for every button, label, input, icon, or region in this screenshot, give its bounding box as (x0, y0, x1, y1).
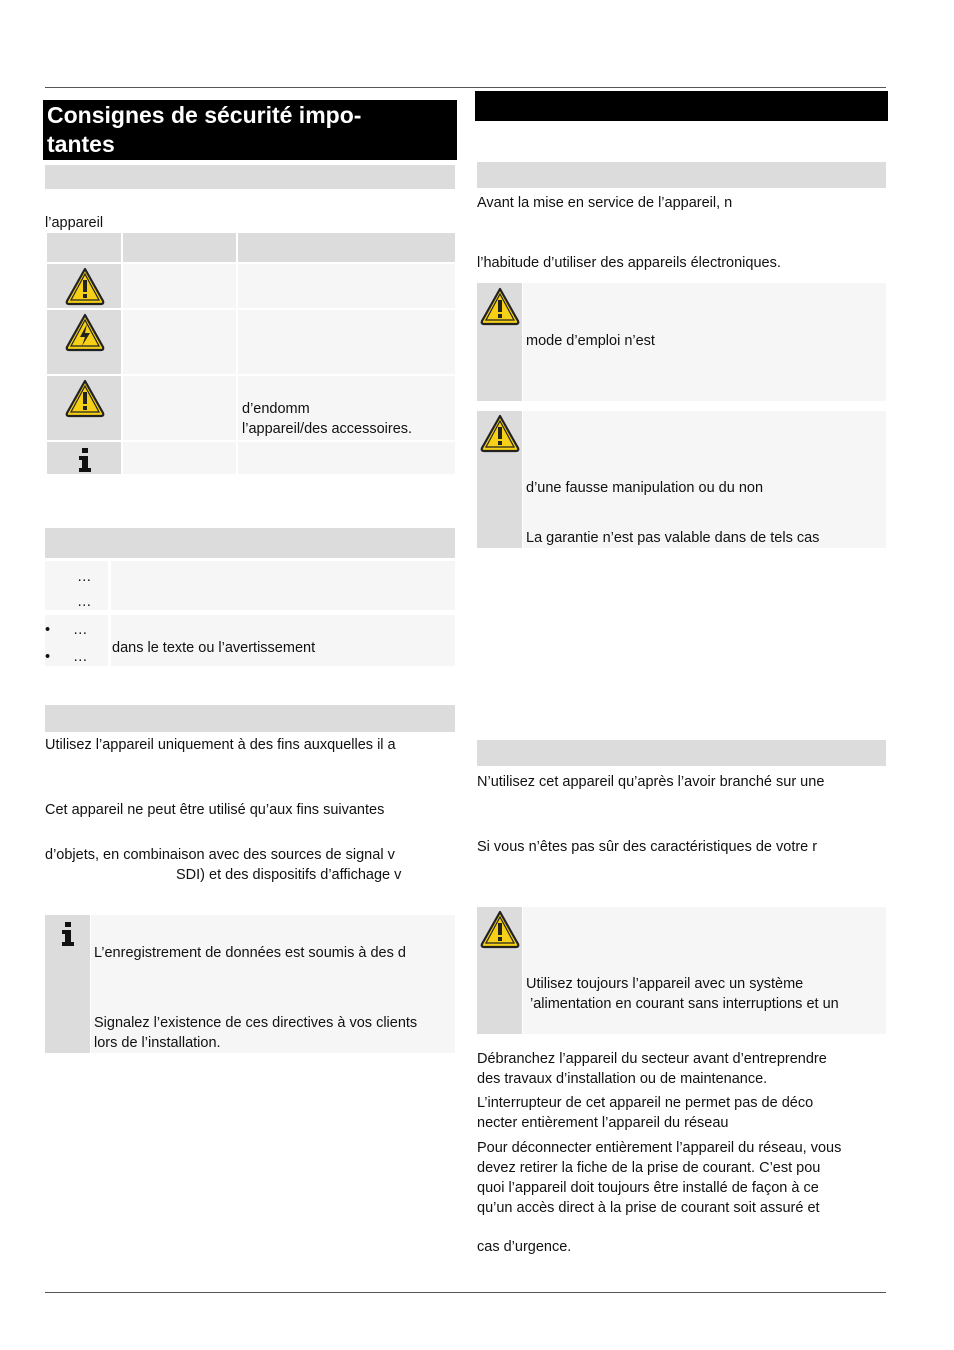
page-title-line2: tantes (47, 131, 115, 157)
symbol-description: d’endomm (242, 401, 310, 417)
electric-warning-icon (64, 313, 106, 353)
right-title-bar (475, 91, 888, 121)
table-header-cell (238, 233, 455, 262)
info-text: L’enregistrement de données est soumis à des d (94, 945, 406, 961)
warning-text: Utilisez toujours l’appareil avec un système (526, 976, 804, 992)
disconnect-paragraph: Débranchez l’appareil du secteur avant d’entreprendre (477, 1051, 827, 1067)
disconnect-paragraph: qu’un accès direct à la prise de courant soit assuré et (477, 1200, 820, 1216)
disconnect-paragraph: necter entièrement l’appareil du réseau (477, 1115, 729, 1131)
usage-paragraph: d’objets, en combinaison avec des sources de signal v (45, 847, 395, 863)
table-cell (123, 264, 236, 308)
table-cell (123, 376, 236, 440)
table-header-cell (123, 233, 236, 262)
table-cell (111, 561, 455, 610)
bottom-rule (45, 1292, 886, 1293)
symbol-description: l’appareil/des accessoires. (242, 421, 413, 437)
section-heading-bar (477, 740, 886, 766)
usage-paragraph: Cet appareil ne peut être utilisé qu’aux fins suivantes (45, 802, 385, 818)
bullet: • (45, 649, 51, 665)
usage-paragraph: Utilisez l’appareil uniquement à des fins auxquelles il a (45, 737, 396, 753)
table-header-cell (47, 233, 121, 262)
page-title-line1: Consignes de sécurité impo- (47, 102, 362, 128)
warning-icon (64, 379, 106, 419)
list-ellipsis: … (73, 622, 88, 638)
warning-text: mode d’emploi n’est (526, 333, 655, 349)
power-paragraph: Si vous n’êtes pas sûr des caractéristiques de votre r (477, 839, 818, 855)
power-paragraph: N’utilisez cet appareil qu’après l’avoir branché sur une (477, 774, 825, 790)
table-cell (238, 442, 455, 474)
warning-icon (479, 414, 521, 454)
info-icon (60, 922, 76, 946)
info-text: Signalez l’existence de ces directives à vos clients (94, 1015, 418, 1031)
disconnect-paragraph: devez retirer la fiche de la prise de courant. C’est pou (477, 1160, 821, 1176)
intro-text: Avant la mise en service de l’appareil, n (477, 195, 733, 211)
table-cell (238, 310, 455, 374)
list-ellipsis: … (77, 569, 92, 585)
section-heading-bar (45, 165, 455, 189)
page-title (43, 100, 457, 160)
section-heading-bar (45, 705, 455, 732)
info-text: lors de l’installation. (94, 1035, 221, 1051)
disconnect-paragraph: des travaux d’installation ou de maintenance. (477, 1071, 768, 1087)
warning-icon (479, 910, 521, 950)
disconnect-paragraph: L’interrupteur de cet appareil ne permet pas de déco (477, 1095, 814, 1111)
top-rule (45, 87, 886, 88)
disconnect-paragraph: cas d’urgence. (477, 1239, 572, 1255)
section-heading-bar (45, 528, 455, 558)
disconnect-paragraph: quoi l’appareil doit toujours être installé de façon à ce (477, 1180, 819, 1196)
warning-icon (64, 267, 106, 307)
list-ellipsis: … (73, 649, 88, 665)
warning-box-body (523, 907, 886, 1034)
list-ellipsis: … (77, 594, 92, 610)
table-cell (123, 310, 236, 374)
warning-text: La garantie n’est pas valable dans de tels cas (526, 530, 820, 546)
disconnect-paragraph: Pour déconnecter entièrement l’appareil du réseau, vous (477, 1140, 842, 1156)
info-icon (77, 448, 93, 472)
table-cell (123, 442, 236, 474)
table-cell (238, 264, 455, 308)
bullet: • (45, 622, 51, 638)
warning-icon (479, 287, 521, 327)
intro-text: l’habitude d’utiliser des appareils électroniques. (477, 255, 781, 271)
usage-paragraph: SDI) et des dispositifs d’affichage v (176, 867, 402, 883)
list-row-text: dans le texte ou l’avertissement (112, 640, 316, 656)
warning-text: d’une fausse manipulation ou du non (526, 480, 764, 496)
section-heading-bar (477, 162, 886, 188)
symbols-intro: l’appareil (45, 215, 104, 231)
warning-text: ’alimentation en courant sans interruptions et un (530, 996, 839, 1012)
